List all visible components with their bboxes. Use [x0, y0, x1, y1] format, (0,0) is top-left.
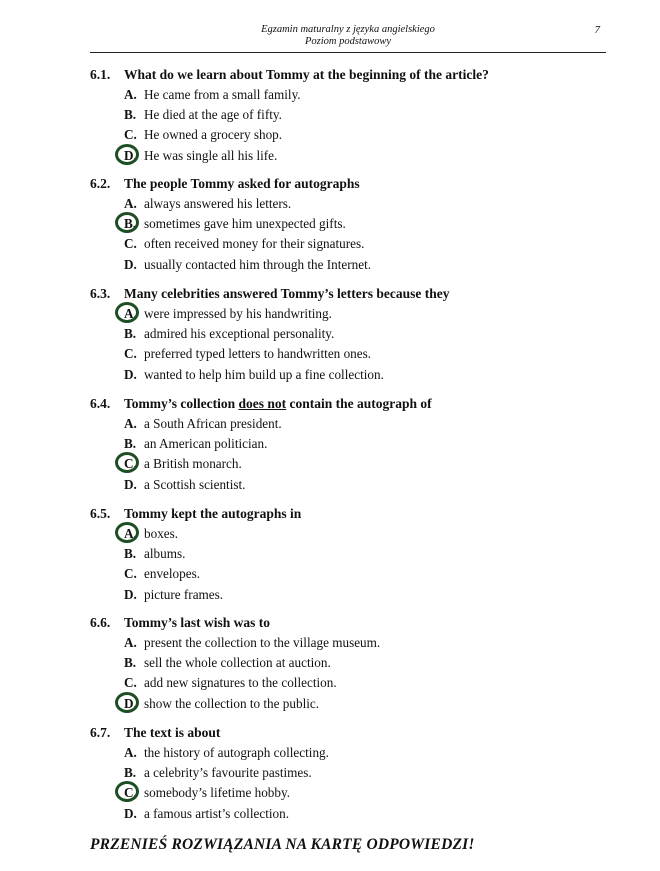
option-c[interactable]	[124, 454, 610, 474]
option-letter: D.	[124, 805, 137, 821]
option-d[interactable]	[124, 146, 610, 166]
option-text: wanted to help him build up a fine collection.	[144, 366, 384, 382]
option-letter: C.	[124, 566, 137, 582]
question-number: 6.2.	[90, 176, 111, 191]
option-c[interactable]	[124, 344, 610, 364]
option-letter: C.	[124, 346, 137, 362]
question-6-3	[90, 284, 610, 385]
option-c[interactable]	[124, 673, 610, 693]
option-d[interactable]	[124, 365, 610, 385]
option-text: a celebrity’s favourite pastimes.	[144, 765, 312, 781]
option-letter: B.	[124, 655, 137, 671]
option-letter: B.	[124, 216, 137, 232]
question-text-start: Tommy’s collection	[124, 396, 239, 411]
answer-circle-mark	[115, 522, 139, 543]
option-text: admired his exceptional personality.	[144, 326, 335, 342]
option-a[interactable]	[124, 414, 610, 434]
question-number: 6.5.	[90, 506, 111, 521]
question-6-7	[90, 723, 610, 824]
option-letter: C.	[124, 127, 137, 143]
option-text: a British monarch.	[144, 456, 242, 472]
question-text: The people Tommy asked for autographs	[124, 176, 360, 191]
option-d[interactable]	[124, 255, 610, 275]
option-text: always answered his letters.	[144, 196, 292, 211]
question-text-end: contain the autograph of	[286, 396, 432, 411]
option-letter: C.	[124, 236, 137, 252]
question-6-1	[90, 65, 610, 166]
option-b[interactable]	[124, 214, 610, 234]
question-6-4	[90, 394, 610, 495]
option-a[interactable]	[124, 743, 610, 763]
option-text: a Scottish scientist.	[144, 476, 246, 492]
option-letter: A.	[124, 306, 137, 321]
option-letter: D.	[124, 695, 137, 711]
option-letter: A.	[124, 87, 137, 102]
option-text: usually contacted him through the Internet.	[144, 256, 372, 272]
option-text: were impressed by his handwriting.	[144, 306, 332, 321]
question-number: 6.6.	[90, 615, 111, 630]
question-number: 6.4.	[90, 396, 111, 411]
option-d[interactable]	[124, 694, 610, 714]
option-text: sell the whole collection at auction.	[144, 655, 331, 671]
question-text-emphasis: does not	[238, 396, 287, 411]
option-letter: B.	[124, 436, 137, 452]
option-letter: B.	[124, 326, 137, 342]
exam-title-line1: Egzamin maturalny z języka angielskiego	[261, 24, 435, 35]
option-letter: A.	[124, 196, 137, 211]
option-a[interactable]	[124, 633, 610, 653]
option-letter: D.	[124, 256, 137, 272]
option-a[interactable]	[124, 304, 610, 324]
option-b[interactable]	[124, 324, 610, 344]
question-6-5	[90, 504, 610, 605]
option-letter: D.	[124, 476, 137, 492]
option-text: He came from a small family.	[144, 87, 301, 102]
option-text: He was single all his life.	[144, 147, 278, 163]
option-a[interactable]	[124, 85, 610, 105]
option-letter: C.	[124, 675, 137, 691]
option-b[interactable]	[124, 653, 610, 673]
option-d[interactable]	[124, 585, 610, 605]
option-b[interactable]	[124, 544, 610, 564]
option-b[interactable]	[124, 434, 610, 454]
question-text: Many celebrities answered Tommy’s letters because they	[124, 286, 450, 301]
option-text: a South African president.	[144, 416, 282, 431]
answer-circle-mark	[115, 692, 139, 713]
option-letter: B.	[124, 546, 137, 562]
option-letter: C.	[124, 785, 137, 801]
option-letter: C.	[124, 456, 137, 472]
option-text: He died at the age of fifty.	[144, 107, 282, 123]
option-text: present the collection to the village museum.	[144, 635, 381, 650]
option-a[interactable]	[124, 524, 610, 544]
page-number: 7	[594, 24, 600, 36]
option-text: picture frames.	[144, 586, 224, 602]
page-header	[90, 24, 606, 53]
option-text: envelopes.	[144, 566, 201, 582]
question-text	[124, 396, 432, 411]
question-stem	[90, 613, 610, 633]
option-c[interactable]	[124, 564, 610, 584]
question-number: 6.7.	[90, 725, 111, 740]
option-letter: D.	[124, 586, 137, 602]
option-text: an American politician.	[144, 436, 268, 452]
option-text: a famous artist’s collection.	[144, 805, 290, 821]
option-letter: D.	[124, 147, 137, 163]
option-text: albums.	[144, 546, 186, 562]
question-text: What do we learn about Tommy at the beginning of the article?	[124, 67, 489, 82]
option-a[interactable]	[124, 194, 610, 214]
question-stem	[90, 504, 610, 524]
option-letter: A.	[124, 416, 137, 431]
exam-title-line2: Poziom podstawowy	[304, 36, 392, 47]
option-text: the history of autograph collecting.	[144, 745, 329, 760]
option-text: add new signatures to the collection.	[144, 675, 337, 691]
option-text: somebody’s lifetime hobby.	[144, 785, 291, 801]
option-letter: B.	[124, 107, 137, 123]
option-c[interactable]	[124, 234, 610, 254]
answer-circle-mark	[115, 144, 139, 165]
option-b[interactable]	[124, 105, 610, 125]
question-stem	[90, 394, 610, 414]
option-letter: A.	[124, 526, 137, 541]
question-6-6	[90, 613, 610, 714]
option-c[interactable]	[124, 125, 610, 145]
question-stem	[90, 174, 610, 194]
question-stem	[90, 723, 610, 743]
option-text: He owned a grocery shop.	[144, 127, 283, 143]
option-c[interactable]	[124, 783, 610, 803]
option-d[interactable]	[124, 804, 610, 824]
option-letter: D.	[124, 366, 137, 382]
option-b[interactable]	[124, 763, 610, 783]
question-number: 6.3.	[90, 286, 111, 301]
transfer-answers-instruction: PRZENIEŚ ROZWIĄZANIA NA KARTĘ ODPOWIEDZI!	[90, 836, 475, 853]
question-text: Tommy kept the autographs in	[124, 506, 302, 521]
question-6-2	[90, 174, 610, 275]
question-stem	[90, 284, 610, 304]
option-text: preferred typed letters to handwritten ones.	[144, 346, 372, 362]
option-letter: B.	[124, 765, 137, 781]
option-text: show the collection to the public.	[144, 695, 320, 711]
answer-circle-mark	[115, 302, 139, 323]
question-text: The text is about	[124, 725, 221, 740]
question-number: 6.1.	[90, 67, 111, 82]
option-text: sometimes gave him unexpected gifts.	[144, 216, 346, 232]
option-letter: A.	[124, 745, 137, 760]
question-stem	[90, 65, 610, 85]
exam-title	[90, 24, 606, 48]
option-d[interactable]	[124, 475, 610, 495]
option-letter: A.	[124, 635, 137, 650]
option-text: boxes.	[144, 526, 179, 541]
question-text: Tommy’s last wish was to	[124, 615, 271, 630]
option-text: often received money for their signatures.	[144, 236, 365, 252]
